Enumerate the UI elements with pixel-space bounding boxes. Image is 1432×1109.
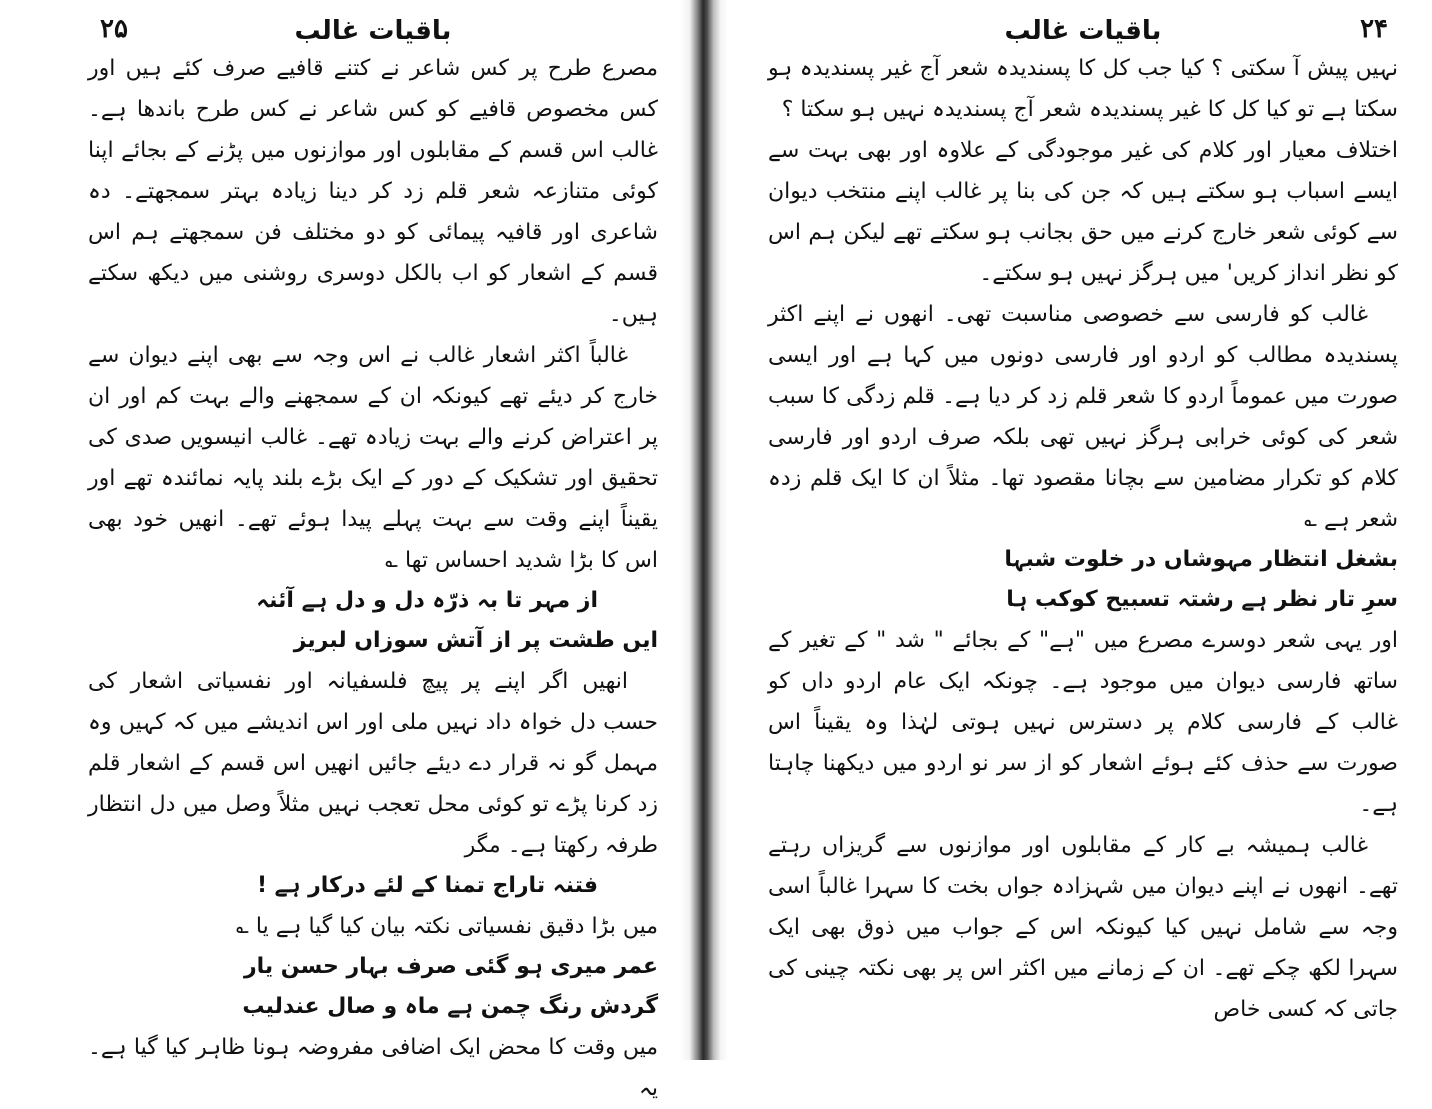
left-paragraph-3: انھیں اگر اپنے پر پیچ فلسفیانہ اور نفسیاتی اشعار کی حسب دل خواہ داد نہیں ملی اور اس اندیشے میں کہ کہیں وہ مہمل گو نہ قرار دے دیئے جائیں انھیں اس قسم کے اشعار قلم زد کرنا پڑے تو کوئی محل تعجب نہیں مثلاً وصل میں دل انتظار طرفہ رکھتا ہے۔ مگر — [88, 669, 658, 858]
right-verse-1 — [768, 540, 1398, 620]
left-verse-2 — [88, 866, 658, 906]
right-paragraph-2: اختلاف معیار اور کلام کی غیر موجودگی کے علاوہ اور بھی بہت سے ایسے اسباب ہو سکتے ہیں کہ جن کی بنا پر غالب اپنے منتخب دیوان سے کوئی شعر خارج کرنے میں حق بجانب ہو سکتے تھے لیکن ہم اس کو نظر انداز کریں' میں ہرگز نہیں ہو سکتے۔ — [768, 138, 1398, 286]
left-running-title: باقیات غالب — [294, 16, 452, 46]
right-page-header — [768, 14, 1398, 48]
left-paragraph-2: غالباً اکثر اشعار غالب نے اس وجہ سے بھی اپنے دیوان سے خارج کر دیئے تھے کیونکہ ان کے سمجھنے والے بہت کم اور ان پر اعتراض کرنے والے بہت زیادہ تھے۔ غالب انیسویں صدی کی تحقیق اور تشکیک کے دور کے ایک بڑے بلند پایہ نمائندہ تھے اور یقیناً اپنے وقت سے بہت پہلے پیدا ہوئے تھے۔ انھیں خود بھی اس کا بڑا شدید احساس تھا ؎ — [88, 343, 658, 573]
right-paragraph-3: غالب کو فارسی سے خصوصی مناسبت تھی۔ انھوں نے اپنے اکثر پسندیدہ مطالب کو اردو اور فارسی دونوں میں کہا ہے اور ایسی صورت میں عموماً اردو کا شعر قلم زد کر دیا ہے۔ قلم زدگی کا سبب شعر کی کوئی خرابی ہرگز نہیں تھی بلکہ صرف اردو اور فارسی کلام کو تکرار مضامین سے بچانا مقصود تھا۔ مثلاً ان کا ایک قلم زدہ شعر ہے ؎ — [768, 302, 1398, 532]
right-paragraph-4: اور یہی شعر دوسرے مصرع میں "ہے" کے بجائے " شد " کے تغیر کے ساتھ فارسی دیوان میں موجود ہے۔ چونکہ ایک عام اردو داں کو غالب کے فارسی کلام پر دسترس نہیں ہوتی لہٰذا وہ یقیناً اس صورت سے حذف کئے ہوئے اشعار کو از سر نو اردو میں دیکھنا چاہتا ہے۔ — [768, 628, 1398, 817]
left-verse-1 — [88, 581, 658, 661]
right-page-number: ۲۴ — [1360, 14, 1388, 44]
right-paragraph-1: نہیں پیش آ سکتی ؟ کیا جب کل کا پسندیدہ شعر آج غیر پسندیدہ ہو سکتا ہے تو کیا کل کا غیر پسندیدہ شعر آج پسندیدہ نہیں ہو سکتا ؟ — [768, 56, 1398, 122]
verse-line: سرِ تار نظر ہے رشتہ تسبیح کوکب ہا — [1006, 587, 1398, 612]
left-page-number: ۲۵ — [100, 14, 128, 44]
left-page-body — [88, 48, 658, 1109]
verse-line: گردش رنگ چمن ہے ماہ و صال عندلیب — [242, 994, 658, 1019]
left-paragraph-4: میں بڑا دقیق نفسیاتی نکتہ بیان کیا گیا ہے یا ؎ — [235, 914, 658, 939]
right-running-title: باقیات غالب — [1004, 16, 1162, 46]
left-paragraph-1: مصرع طرح پر کس شاعر نے کتنے قافیے صرف کئے ہیں اور کس مخصوص قافیے کو کس شاعر نے کس طرح باندھا ہے۔ غالب اس قسم کے مقابلوں اور موازنوں میں پڑنے کے بجائے اپنا کوئی متنازعہ شعر قلم زد کر دینا زیادہ بہتر سمجھتے۔ دہ شاعری اور قافیہ پیمائی کو دو مختلف فن سمجھتے ہم اس قسم کے اشعار کو اب بالکل دوسری روشنی میں دیکھ سکتے ہیں۔ — [88, 56, 658, 327]
verse-line: بشغل انتظار مہوشاں در خلوت شبہا — [1004, 547, 1398, 572]
left-verse-3 — [88, 947, 658, 1027]
left-page — [0, 0, 698, 1101]
right-paragraph-5: غالب ہمیشہ بے کار کے مقابلوں اور موازنوں سے گریزاں رہتے تھے۔ انھوں نے اپنے دیوان میں شہزادہ جواں بخت کا سہرا غالباً اسی وجہ سے شامل نہیں کیا کیونکہ اس کے جواب میں ذوق بھی ایک سہرا لکھ چکے تھے۔ ان کے زمانے میں اکثر اس پر بھی نکتہ چینی کی جاتی کہ کسی خاص — [768, 833, 1398, 1022]
verse-line: از مہر تا بہ ذرّہ دل و دل ہے آئنہ — [256, 588, 598, 613]
verse-line: ایں طشت پر از آتش سوزاں لبریز — [293, 628, 658, 653]
right-page — [708, 0, 1432, 1060]
left-paragraph-5: میں وقت کا محض ایک اضافی مفروضہ ہونا ظاہر کیا گیا ہے۔ یہ — [88, 1035, 658, 1101]
verse-line: عمر میری ہو گئی صرف بہار حسن یار — [243, 954, 658, 979]
left-page-header — [88, 14, 658, 48]
right-page-body — [768, 48, 1398, 1030]
verse-line: فتنہ تاراج تمنا کے لئے درکار ہے ! — [256, 873, 598, 898]
